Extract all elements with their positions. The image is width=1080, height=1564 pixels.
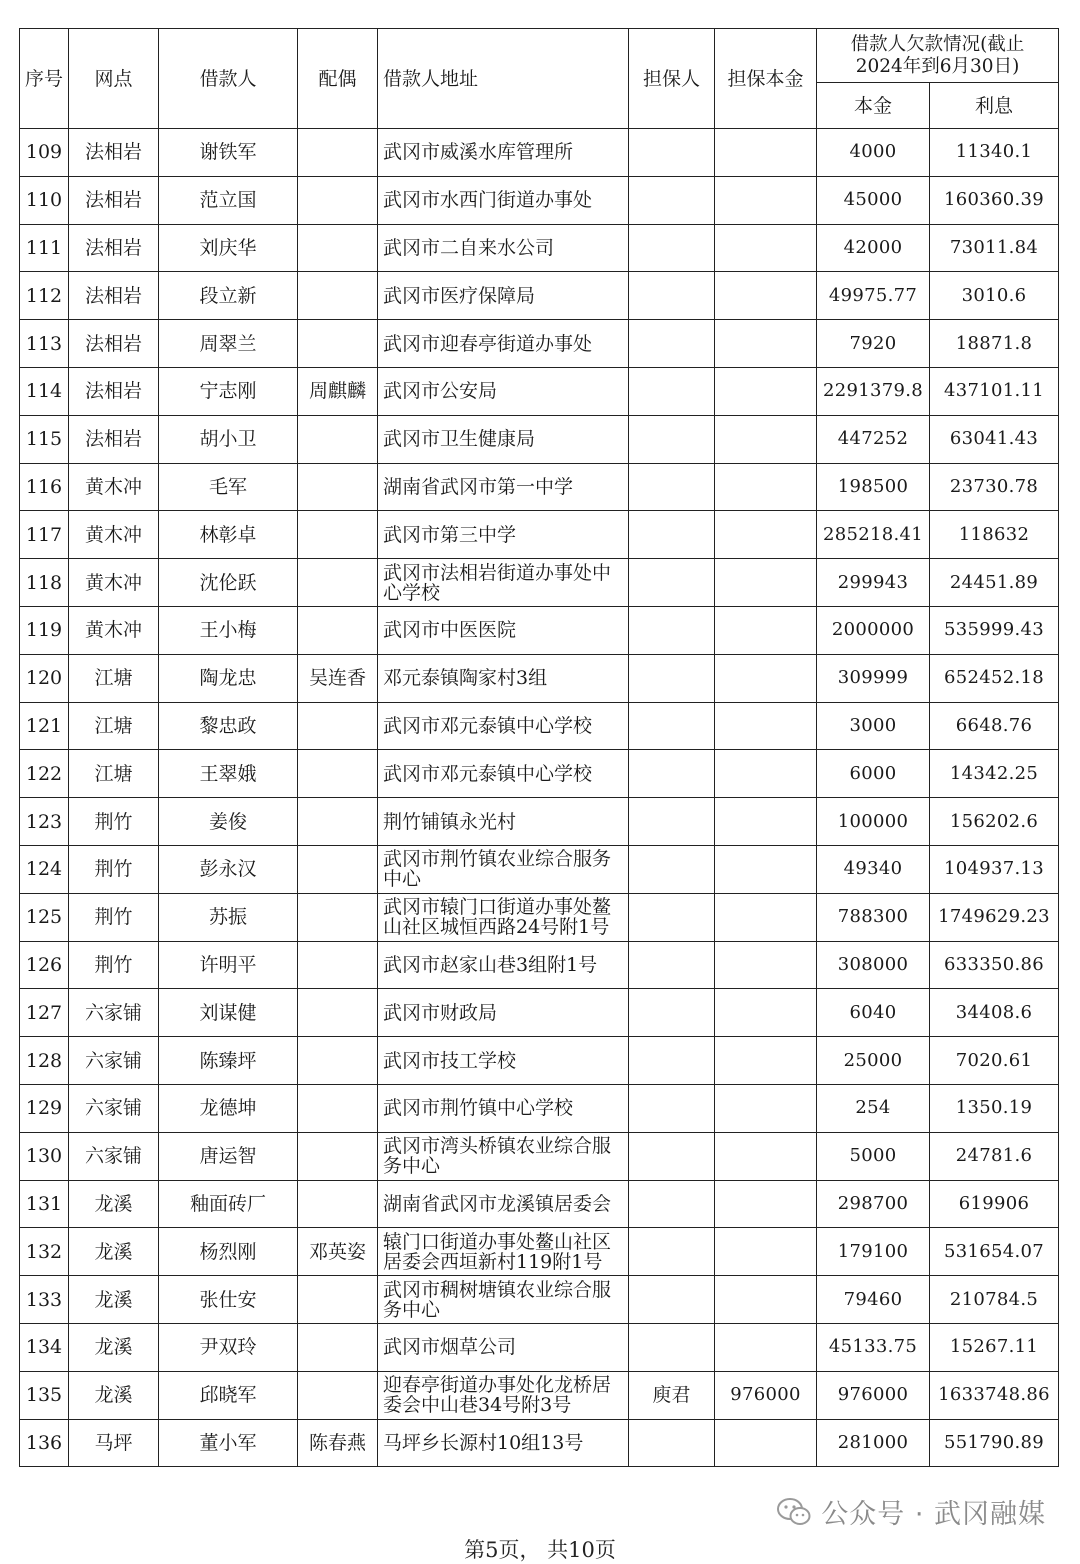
cell-guarantee-principal <box>715 941 817 989</box>
cell-borrower: 宁志刚 <box>159 367 298 415</box>
cell-spouse <box>298 415 378 463</box>
cell-spouse <box>298 1276 378 1324</box>
cell-spouse <box>298 176 378 224</box>
cell-guarantee-principal: 976000 <box>715 1371 817 1419</box>
cell-borrower: 龙德坤 <box>159 1084 298 1132</box>
cell-spouse: 周麒麟 <box>298 367 378 415</box>
table-row <box>20 1371 1059 1419</box>
cell-branch: 法相岩 <box>69 272 159 320</box>
cell-borrower: 许明平 <box>159 941 298 989</box>
cell-seq: 109 <box>20 129 69 177</box>
table-row <box>20 1228 1059 1276</box>
cell-branch: 黄木冲 <box>69 606 159 654</box>
cell-principal: 42000 <box>817 224 930 272</box>
cell-interest: 633350.86 <box>930 941 1059 989</box>
header-borrower: 借款人 <box>159 29 298 129</box>
cell-interest: 551790.89 <box>930 1419 1059 1467</box>
cell-borrower: 刘庆华 <box>159 224 298 272</box>
cell-branch: 龙溪 <box>69 1180 159 1228</box>
cell-address: 武冈市赵家山巷3组附1号 <box>378 941 629 989</box>
cell-guarantor <box>629 415 715 463</box>
table-row <box>20 511 1059 559</box>
cell-branch: 江塘 <box>69 750 159 798</box>
cell-guarantee-principal <box>715 798 817 846</box>
loan-table <box>19 28 1059 1467</box>
cell-guarantee-principal <box>715 1419 817 1467</box>
cell-borrower: 邱晓军 <box>159 1371 298 1419</box>
cell-interest: 1633748.86 <box>930 1371 1059 1419</box>
cell-principal: 2000000 <box>817 606 930 654</box>
header-guarantee-principal: 担保本金 <box>715 29 817 129</box>
cell-guarantor <box>629 367 715 415</box>
cell-seq: 111 <box>20 224 69 272</box>
cell-principal: 285218.41 <box>817 511 930 559</box>
cell-guarantor <box>629 129 715 177</box>
cell-interest: 14342.25 <box>930 750 1059 798</box>
cell-address: 武冈市烟草公司 <box>378 1323 629 1371</box>
cell-guarantor <box>629 1276 715 1324</box>
cell-interest: 11340.1 <box>930 129 1059 177</box>
cell-spouse <box>298 941 378 989</box>
cell-spouse <box>298 893 378 941</box>
cell-seq: 122 <box>20 750 69 798</box>
table-row <box>20 1132 1059 1180</box>
cell-principal: 198500 <box>817 463 930 511</box>
cell-borrower: 沈伦跃 <box>159 559 298 607</box>
cell-spouse <box>298 845 378 893</box>
wechat-icon <box>777 1497 811 1527</box>
cell-guarantor <box>629 1228 715 1276</box>
table-row <box>20 224 1059 272</box>
cell-branch: 龙溪 <box>69 1228 159 1276</box>
table-row <box>20 702 1059 750</box>
cell-address: 武冈市邓元泰镇中心学校 <box>378 750 629 798</box>
cell-borrower: 釉面砖厂 <box>159 1180 298 1228</box>
table-row <box>20 606 1059 654</box>
cell-spouse <box>298 272 378 320</box>
cell-branch: 黄木冲 <box>69 511 159 559</box>
cell-branch: 荆竹 <box>69 893 159 941</box>
table-row <box>20 320 1059 368</box>
cell-principal: 447252 <box>817 415 930 463</box>
cell-guarantor <box>629 941 715 989</box>
table-row <box>20 845 1059 893</box>
cell-principal: 976000 <box>817 1371 930 1419</box>
cell-address: 武冈市荆竹镇中心学校 <box>378 1084 629 1132</box>
cell-guarantor <box>629 989 715 1037</box>
cell-interest: 3010.6 <box>930 272 1059 320</box>
cell-interest: 15267.11 <box>930 1323 1059 1371</box>
table-row <box>20 654 1059 702</box>
table-row <box>20 893 1059 941</box>
cell-borrower: 范立国 <box>159 176 298 224</box>
cell-borrower: 陈臻坪 <box>159 1037 298 1085</box>
cell-borrower: 张仕安 <box>159 1276 298 1324</box>
table-row <box>20 750 1059 798</box>
header-address: 借款人地址 <box>378 29 629 129</box>
cell-guarantor: 庾君 <box>629 1371 715 1419</box>
cell-borrower: 刘谋健 <box>159 989 298 1037</box>
cell-branch: 六家铺 <box>69 989 159 1037</box>
header-interest: 利息 <box>930 83 1059 129</box>
cell-guarantee-principal <box>715 845 817 893</box>
cell-seq: 113 <box>20 320 69 368</box>
cell-principal: 299943 <box>817 559 930 607</box>
table-row <box>20 129 1059 177</box>
cell-borrower: 胡小卫 <box>159 415 298 463</box>
cell-principal: 49975.77 <box>817 272 930 320</box>
cell-branch: 六家铺 <box>69 1037 159 1085</box>
cell-branch: 荆竹 <box>69 845 159 893</box>
table-row <box>20 1323 1059 1371</box>
cell-borrower: 彭永汉 <box>159 845 298 893</box>
cell-address: 武冈市水西门街道办事处 <box>378 176 629 224</box>
cell-seq: 116 <box>20 463 69 511</box>
cell-principal: 25000 <box>817 1037 930 1085</box>
cell-principal: 308000 <box>817 941 930 989</box>
cell-spouse: 陈春燕 <box>298 1419 378 1467</box>
cell-guarantor <box>629 798 715 846</box>
cell-address: 武冈市医疗保障局 <box>378 272 629 320</box>
cell-seq: 128 <box>20 1037 69 1085</box>
cell-guarantor <box>629 1084 715 1132</box>
cell-address: 武冈市二自来水公司 <box>378 224 629 272</box>
cell-branch: 黄木冲 <box>69 559 159 607</box>
cell-address: 武冈市第三中学 <box>378 511 629 559</box>
cell-principal: 179100 <box>817 1228 930 1276</box>
cell-guarantor <box>629 1323 715 1371</box>
table-row <box>20 1037 1059 1085</box>
cell-guarantee-principal <box>715 320 817 368</box>
cell-guarantee-principal <box>715 654 817 702</box>
cell-borrower: 谢铁军 <box>159 129 298 177</box>
cell-borrower: 杨烈刚 <box>159 1228 298 1276</box>
cell-guarantor <box>629 654 715 702</box>
table-row <box>20 989 1059 1037</box>
cell-branch: 荆竹 <box>69 798 159 846</box>
cell-principal: 3000 <box>817 702 930 750</box>
cell-borrower: 姜俊 <box>159 798 298 846</box>
cell-branch: 龙溪 <box>69 1323 159 1371</box>
cell-guarantee-principal <box>715 1084 817 1132</box>
cell-guarantee-principal <box>715 893 817 941</box>
cell-guarantor <box>629 1419 715 1467</box>
cell-principal: 4000 <box>817 129 930 177</box>
header-debt-group <box>817 29 1059 83</box>
cell-branch: 法相岩 <box>69 224 159 272</box>
cell-principal: 79460 <box>817 1276 930 1324</box>
cell-interest: 1350.19 <box>930 1084 1059 1132</box>
cell-branch: 荆竹 <box>69 941 159 989</box>
cell-branch: 法相岩 <box>69 176 159 224</box>
cell-interest: 63041.43 <box>930 415 1059 463</box>
cell-interest: 24781.6 <box>930 1132 1059 1180</box>
cell-principal: 7920 <box>817 320 930 368</box>
cell-branch: 龙溪 <box>69 1276 159 1324</box>
cell-spouse <box>298 463 378 511</box>
cell-branch: 法相岩 <box>69 367 159 415</box>
cell-principal: 309999 <box>817 654 930 702</box>
cell-interest: 6648.76 <box>930 702 1059 750</box>
header-debt-group-line2: 2024年到6月30日) <box>855 55 1020 77</box>
cell-borrower: 王翠娥 <box>159 750 298 798</box>
cell-principal: 6040 <box>817 989 930 1037</box>
cell-guarantee-principal <box>715 750 817 798</box>
cell-address: 武冈市邓元泰镇中心学校 <box>378 702 629 750</box>
cell-seq: 112 <box>20 272 69 320</box>
cell-seq: 110 <box>20 176 69 224</box>
page-footer: 第5页， 共10页 <box>464 1538 616 1562</box>
cell-guarantee-principal <box>715 1276 817 1324</box>
cell-seq: 124 <box>20 845 69 893</box>
cell-guarantee-principal <box>715 702 817 750</box>
cell-address: 武冈市法相岩街道办事处中心学校 <box>378 559 629 607</box>
cell-interest: 18871.8 <box>930 320 1059 368</box>
cell-guarantee-principal <box>715 1132 817 1180</box>
cell-seq: 114 <box>20 367 69 415</box>
cell-principal: 45000 <box>817 176 930 224</box>
cell-borrower: 周翠兰 <box>159 320 298 368</box>
cell-interest: 118632 <box>930 511 1059 559</box>
cell-branch: 法相岩 <box>69 129 159 177</box>
cell-seq: 135 <box>20 1371 69 1419</box>
cell-spouse <box>298 1371 378 1419</box>
cell-guarantor <box>629 176 715 224</box>
cell-principal: 788300 <box>817 893 930 941</box>
cell-interest: 24451.89 <box>930 559 1059 607</box>
cell-guarantee-principal <box>715 415 817 463</box>
cell-guarantee-principal <box>715 1228 817 1276</box>
watermark <box>777 1492 1046 1531</box>
cell-principal: 281000 <box>817 1419 930 1467</box>
cell-address: 武冈市中医医院 <box>378 606 629 654</box>
header-debt-group-line1: 借款人欠款情况(截止 <box>850 33 1025 55</box>
cell-interest: 7020.61 <box>930 1037 1059 1085</box>
cell-interest: 652452.18 <box>930 654 1059 702</box>
cell-guarantor <box>629 606 715 654</box>
cell-principal: 2291379.8 <box>817 367 930 415</box>
cell-interest: 73011.84 <box>930 224 1059 272</box>
table-row <box>20 559 1059 607</box>
table-row <box>20 1180 1059 1228</box>
cell-seq: 117 <box>20 511 69 559</box>
cell-principal: 45133.75 <box>817 1323 930 1371</box>
cell-guarantee-principal <box>715 463 817 511</box>
cell-borrower: 董小军 <box>159 1419 298 1467</box>
header-seq: 序号 <box>20 29 69 129</box>
cell-principal: 5000 <box>817 1132 930 1180</box>
cell-branch: 法相岩 <box>69 320 159 368</box>
cell-interest: 160360.39 <box>930 176 1059 224</box>
cell-address: 马坪乡长源村10组13号 <box>378 1419 629 1467</box>
cell-address: 武冈市稠树塘镇农业综合服务中心 <box>378 1276 629 1324</box>
table-row <box>20 176 1059 224</box>
table-body <box>20 129 1059 1467</box>
cell-seq: 115 <box>20 415 69 463</box>
header-branch: 网点 <box>69 29 159 129</box>
cell-seq: 133 <box>20 1276 69 1324</box>
table-row <box>20 941 1059 989</box>
cell-seq: 125 <box>20 893 69 941</box>
cell-guarantor <box>629 845 715 893</box>
cell-guarantor <box>629 320 715 368</box>
cell-branch: 江塘 <box>69 702 159 750</box>
cell-branch: 龙溪 <box>69 1371 159 1419</box>
cell-branch: 江塘 <box>69 654 159 702</box>
cell-guarantee-principal <box>715 176 817 224</box>
cell-spouse <box>298 702 378 750</box>
cell-seq: 136 <box>20 1419 69 1467</box>
cell-seq: 118 <box>20 559 69 607</box>
cell-spouse <box>298 559 378 607</box>
cell-address: 武冈市辕门口街道办事处鳌山社区城恒西路24号附1号 <box>378 893 629 941</box>
header-guarantor: 担保人 <box>629 29 715 129</box>
cell-address: 湖南省武冈市龙溪镇居委会 <box>378 1180 629 1228</box>
cell-spouse <box>298 129 378 177</box>
table-row <box>20 463 1059 511</box>
cell-guarantee-principal <box>715 511 817 559</box>
cell-guarantor <box>629 511 715 559</box>
table-row <box>20 367 1059 415</box>
cell-guarantor <box>629 224 715 272</box>
cell-borrower: 黎忠政 <box>159 702 298 750</box>
cell-borrower: 毛军 <box>159 463 298 511</box>
cell-seq: 129 <box>20 1084 69 1132</box>
cell-borrower: 尹双玲 <box>159 1323 298 1371</box>
cell-principal: 100000 <box>817 798 930 846</box>
cell-branch: 六家铺 <box>69 1132 159 1180</box>
cell-address: 武冈市公安局 <box>378 367 629 415</box>
cell-spouse <box>298 224 378 272</box>
cell-principal: 254 <box>817 1084 930 1132</box>
cell-address: 邓元泰镇陶家村3组 <box>378 654 629 702</box>
cell-guarantee-principal <box>715 606 817 654</box>
cell-borrower: 王小梅 <box>159 606 298 654</box>
cell-guarantee-principal <box>715 129 817 177</box>
table-row <box>20 798 1059 846</box>
cell-branch: 黄木冲 <box>69 463 159 511</box>
cell-guarantee-principal <box>715 1180 817 1228</box>
header-spouse: 配偶 <box>298 29 378 129</box>
cell-spouse <box>298 606 378 654</box>
cell-address: 迎春亭街道办事处化龙桥居委会中山巷34号附3号 <box>378 1371 629 1419</box>
cell-guarantee-principal <box>715 272 817 320</box>
cell-guarantor <box>629 702 715 750</box>
cell-spouse: 吴连香 <box>298 654 378 702</box>
cell-interest: 23730.78 <box>930 463 1059 511</box>
cell-branch: 法相岩 <box>69 415 159 463</box>
cell-branch: 六家铺 <box>69 1084 159 1132</box>
table-row <box>20 1419 1059 1467</box>
cell-guarantor <box>629 1180 715 1228</box>
cell-interest: 1749629.23 <box>930 893 1059 941</box>
cell-principal: 49340 <box>817 845 930 893</box>
table-row <box>20 415 1059 463</box>
header-principal: 本金 <box>817 83 930 129</box>
cell-interest: 619906 <box>930 1180 1059 1228</box>
cell-seq: 134 <box>20 1323 69 1371</box>
cell-guarantor <box>629 1132 715 1180</box>
cell-address: 武冈市卫生健康局 <box>378 415 629 463</box>
cell-spouse <box>298 1132 378 1180</box>
cell-principal: 298700 <box>817 1180 930 1228</box>
cell-guarantor <box>629 559 715 607</box>
cell-spouse <box>298 320 378 368</box>
cell-interest: 210784.5 <box>930 1276 1059 1324</box>
cell-guarantee-principal <box>715 989 817 1037</box>
cell-address: 荆竹铺镇永光村 <box>378 798 629 846</box>
cell-borrower: 段立新 <box>159 272 298 320</box>
cell-spouse <box>298 1180 378 1228</box>
table-row <box>20 1276 1059 1324</box>
cell-seq: 119 <box>20 606 69 654</box>
cell-address: 武冈市荆竹镇农业综合服务中心 <box>378 845 629 893</box>
cell-spouse <box>298 989 378 1037</box>
cell-guarantee-principal <box>715 1323 817 1371</box>
cell-seq: 121 <box>20 702 69 750</box>
watermark-text: 公众号 · 武冈融媒 <box>821 1499 1046 1530</box>
cell-guarantee-principal <box>715 1037 817 1085</box>
cell-seq: 130 <box>20 1132 69 1180</box>
cell-borrower: 唐运智 <box>159 1132 298 1180</box>
cell-guarantee-principal <box>715 559 817 607</box>
cell-address: 武冈市湾头桥镇农业综合服务中心 <box>378 1132 629 1180</box>
cell-address: 武冈市财政局 <box>378 989 629 1037</box>
table-row <box>20 272 1059 320</box>
cell-address: 辕门口街道办事处鳌山社区居委会西垣新村119附1号 <box>378 1228 629 1276</box>
cell-address: 武冈市威溪水库管理所 <box>378 129 629 177</box>
table-row <box>20 1084 1059 1132</box>
cell-seq: 120 <box>20 654 69 702</box>
cell-principal: 6000 <box>817 750 930 798</box>
cell-spouse <box>298 1084 378 1132</box>
cell-spouse: 邓英姿 <box>298 1228 378 1276</box>
cell-guarantee-principal <box>715 224 817 272</box>
cell-borrower: 陶龙忠 <box>159 654 298 702</box>
cell-spouse <box>298 1323 378 1371</box>
cell-address: 湖南省武冈市第一中学 <box>378 463 629 511</box>
cell-interest: 531654.07 <box>930 1228 1059 1276</box>
cell-spouse <box>298 1037 378 1085</box>
cell-address: 武冈市技工学校 <box>378 1037 629 1085</box>
cell-guarantor <box>629 893 715 941</box>
cell-seq: 123 <box>20 798 69 846</box>
cell-seq: 131 <box>20 1180 69 1228</box>
cell-spouse <box>298 798 378 846</box>
cell-seq: 127 <box>20 989 69 1037</box>
cell-guarantor <box>629 272 715 320</box>
cell-borrower: 苏振 <box>159 893 298 941</box>
cell-guarantor <box>629 463 715 511</box>
cell-interest: 535999.43 <box>930 606 1059 654</box>
cell-seq: 132 <box>20 1228 69 1276</box>
cell-interest: 156202.6 <box>930 798 1059 846</box>
cell-guarantor <box>629 750 715 798</box>
cell-branch: 马坪 <box>69 1419 159 1467</box>
cell-spouse <box>298 511 378 559</box>
cell-borrower: 林彰卓 <box>159 511 298 559</box>
cell-interest: 34408.6 <box>930 989 1059 1037</box>
cell-guarantee-principal <box>715 367 817 415</box>
cell-seq: 126 <box>20 941 69 989</box>
cell-spouse <box>298 750 378 798</box>
cell-interest: 437101.11 <box>930 367 1059 415</box>
cell-guarantor <box>629 1037 715 1085</box>
cell-interest: 104937.13 <box>930 845 1059 893</box>
cell-address: 武冈市迎春亭街道办事处 <box>378 320 629 368</box>
